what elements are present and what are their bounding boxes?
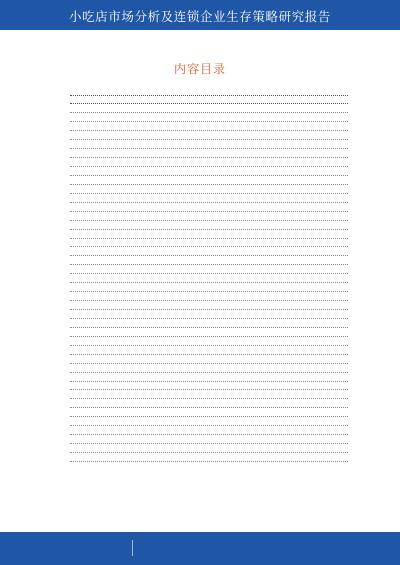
toc-entry[interactable]: [40, 160, 356, 169]
toc-entry[interactable]: [40, 383, 356, 392]
toc-entry[interactable]: [40, 410, 356, 419]
toc-dot-leader: [70, 345, 348, 346]
toc-dot-leader: [70, 238, 348, 239]
toc-dot-leader: [70, 291, 348, 292]
toc-dot-leader: [70, 184, 348, 185]
toc-dot-leader: [70, 416, 348, 417]
toc-dot-leader: [70, 425, 348, 426]
toc-dot-leader: [70, 363, 348, 364]
toc-dot-leader: [70, 407, 348, 408]
toc-dot-leader: [70, 220, 348, 221]
toc-dot-leader: [70, 443, 348, 444]
toc-entry[interactable]: [40, 115, 356, 124]
toc-entry[interactable]: [40, 347, 356, 356]
toc-dot-leader: [70, 309, 348, 310]
toc-entry[interactable]: [40, 338, 356, 347]
toc-entry[interactable]: [40, 267, 356, 276]
toc-entry[interactable]: [40, 294, 356, 303]
toc-dot-leader: [70, 327, 348, 328]
toc-entry[interactable]: [40, 428, 356, 437]
toc-dot-leader: [70, 139, 348, 140]
footer-divider: [132, 540, 133, 556]
toc-list: [40, 88, 356, 463]
toc-dot-leader: [70, 130, 348, 131]
toc-entry[interactable]: [40, 437, 356, 446]
toc-entry[interactable]: [40, 177, 356, 186]
toc-entry[interactable]: [40, 258, 356, 267]
toc-dot-leader: [70, 264, 348, 265]
toc-dot-leader: [70, 318, 348, 319]
toc-entry[interactable]: [40, 419, 356, 428]
toc-dot-leader: [70, 112, 348, 113]
toc-entry[interactable]: [40, 303, 356, 312]
toc-entry[interactable]: [40, 454, 356, 463]
toc-dot-leader: [70, 157, 348, 158]
toc-dot-leader: [70, 282, 348, 283]
toc-entry[interactable]: [40, 240, 356, 249]
toc-entry[interactable]: [40, 195, 356, 204]
toc-dot-leader: [70, 273, 348, 274]
toc-dot-leader: [70, 229, 348, 230]
toc-entry[interactable]: [40, 329, 356, 338]
toc-dot-leader: [70, 255, 348, 256]
toc-dot-leader: [70, 381, 348, 382]
toc-entry[interactable]: [40, 231, 356, 240]
toc-dot-leader: [70, 354, 348, 355]
toc-entry[interactable]: [40, 151, 356, 160]
toc-heading: 内容目录: [173, 62, 226, 76]
toc-entry[interactable]: [40, 249, 356, 258]
toc-entry[interactable]: [40, 392, 356, 401]
toc-entry[interactable]: [40, 142, 356, 151]
toc-dot-leader: [70, 202, 348, 203]
toc-dot-leader: [70, 372, 348, 373]
toc-entry[interactable]: [40, 133, 356, 142]
toc-entry[interactable]: [40, 186, 356, 195]
toc-dot-leader: [70, 452, 348, 453]
toc-dot-leader: [70, 300, 348, 301]
toc-dot-leader: [70, 95, 348, 96]
toc-entry[interactable]: [40, 374, 356, 383]
toc-entry[interactable]: [40, 285, 356, 294]
toc-entry[interactable]: [40, 401, 356, 410]
toc-dot-leader: [70, 121, 348, 122]
toc-dot-leader: [70, 148, 348, 149]
toc-entry[interactable]: [40, 276, 356, 285]
toc-dot-leader: [70, 336, 348, 337]
toc-dot-leader: [70, 175, 348, 176]
page-header: [0, 0, 400, 30]
toc-entry[interactable]: [40, 222, 356, 231]
toc-dot-leader: [70, 389, 348, 390]
toc-entry[interactable]: [40, 97, 356, 106]
toc-dot-leader: [70, 246, 348, 247]
toc-dot-leader: [70, 103, 348, 104]
toc-entry[interactable]: [40, 320, 356, 329]
toc-dot-leader: [70, 398, 348, 399]
toc-dot-leader: [70, 166, 348, 167]
toc-entry[interactable]: [40, 106, 356, 115]
report-title: 小吃店市场分析及连锁企业生存策略研究报告: [68, 9, 331, 24]
page-footer: [0, 532, 400, 565]
toc-dot-leader: [70, 211, 348, 212]
toc-entry[interactable]: [40, 88, 356, 97]
toc-dot-leader: [70, 193, 348, 194]
toc-entry[interactable]: [40, 168, 356, 177]
toc-entry[interactable]: [40, 213, 356, 222]
toc-dot-leader: [70, 461, 348, 462]
toc-entry[interactable]: [40, 365, 356, 374]
toc-entry[interactable]: [40, 124, 356, 133]
toc-dot-leader: [70, 434, 348, 435]
toc-entry[interactable]: [40, 446, 356, 455]
toc-entry[interactable]: [40, 356, 356, 365]
toc-entry[interactable]: [40, 204, 356, 213]
toc-entry[interactable]: [40, 311, 356, 320]
